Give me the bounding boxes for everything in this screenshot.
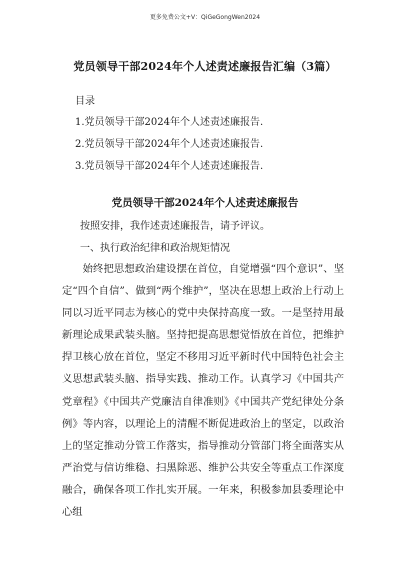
body-paragraph: 始终把思想政治建设摆在首位，自觉增强“四个意识”、坚定“四个自信”、做到“两个维护”，坚决在思想上政治上行动上同以习近平同志为核心的党中央保持高度一致。一是坚持用最新理论成果武装头脑。坚持把提高思想觉悟放在首位，把维护捍卫核心放在首位，坚定不移用习近平新时代中国特色社会主义思想武装头脑、指导实践、推动工作。认真学习《中国共产党章程》《中国共产党廉洁自律准则》《中国共产党纪律处分条例》等内容，以理论上的清醒不断促进政治上的坚定，以政治上的坚定推动分管工作落实，指导推动分管部门将全面落实从严治党与信访维稳、扫黑除恶、维护公共安全等重点工作深度融合，确保各项工作扎实开展。一年来，积极参加县委理论中心组	[62, 263, 344, 519]
section-title: 党员领导干部2024年个人述责述廉报告	[111, 197, 299, 209]
section-subheading: 一、执行政治纪律和政治规矩情况	[80, 243, 230, 254]
toc-item[interactable]: 3.党员领导干部2024年个人述责述廉报告.	[75, 161, 264, 172]
toc-heading: 目录	[75, 96, 95, 107]
toc-item[interactable]: 2.党员领导干部2024年个人述责述廉报告.	[75, 139, 264, 150]
intro-paragraph: 按照安排，我作述责述廉报告，请予评议。	[80, 221, 270, 232]
header-note: 更多免费公文+V：QiGeGongWen2024	[149, 14, 261, 21]
document-title: 党员领导干部2024年个人述责述廉报告汇编（3篇）	[73, 60, 337, 73]
toc-item[interactable]: 1.党员领导干部2024年个人述责述廉报告.	[75, 117, 264, 128]
